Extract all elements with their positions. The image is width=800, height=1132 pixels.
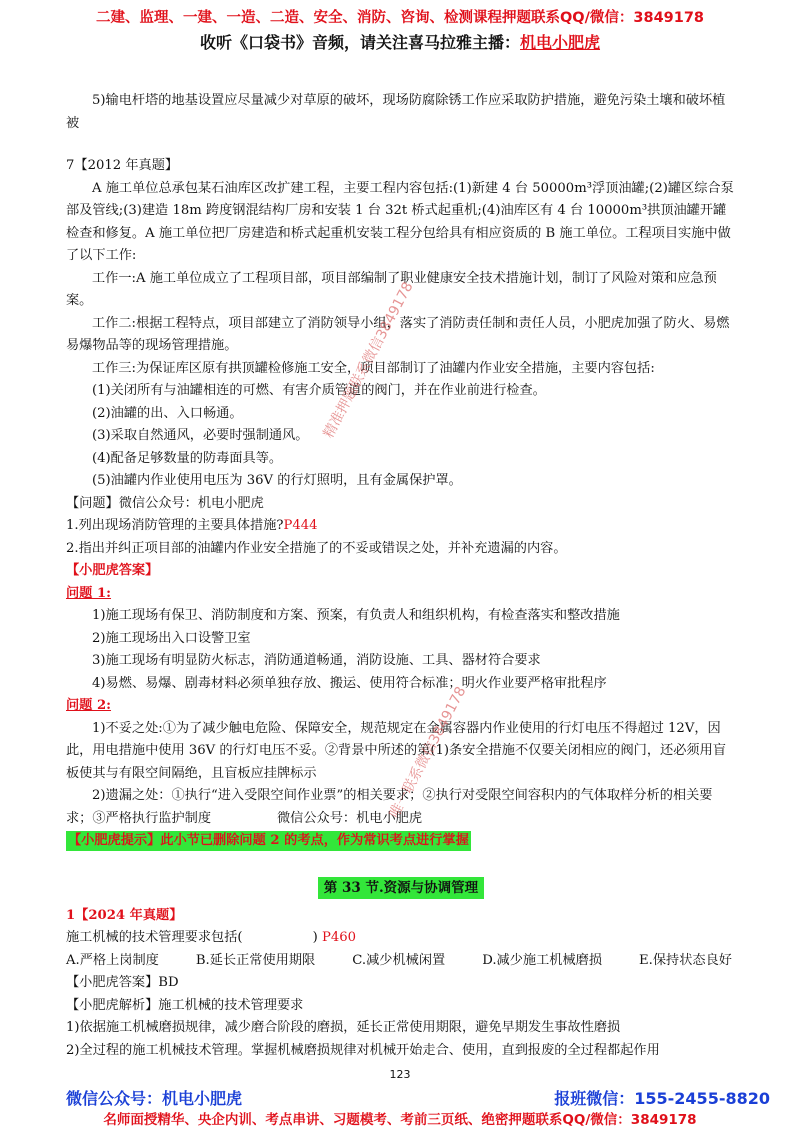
option-a: A.严格上岗制度 bbox=[66, 952, 159, 968]
task-1: 工作一:A 施工单位成立了工程项目部，项目部编制了职业健康安全技术措施计划，制订了风险对策和应急预案。 bbox=[66, 270, 717, 308]
page-number: 123 bbox=[389, 1068, 411, 1081]
option-d: D.减少施工机械磨损 bbox=[482, 952, 603, 968]
answer-2-improper: 1)不妥之处:①为了减少触电危险、保障安全，规范规定在金属容器内作业使用的行灯电压不得超过 12V，因此，用电措施中使用 36V 的行灯电压不妥。②背景中所述的第(1)条安全措施不仅要关闭相应的阀门，还必须用盲板使其与有限空间隔绝，且盲板应挂牌标示 bbox=[66, 720, 726, 781]
watermark-lower: 唯一联系微信3849178 bbox=[386, 684, 470, 821]
question-1-text: 1.列出现场消防管理的主要具体措施? bbox=[66, 518, 284, 533]
answer-options bbox=[66, 950, 732, 973]
measure-item: (2)油罐的出、入口畅通。 bbox=[92, 405, 243, 421]
answer-2-title: 问题 2: bbox=[66, 698, 112, 713]
answer-1-item: 3)施工现场有明显防火标志，消防通道畅通，消防设施、工具、器材符合要求 bbox=[92, 653, 541, 668]
section-title: 第 33 节.资源与协调管理 bbox=[318, 877, 484, 899]
question-header: 【问题】微信公众号：机电小肥虎 bbox=[66, 495, 264, 511]
question-1-2024-stem: 施工机械的技术管理要求包括( ) P460 bbox=[66, 930, 356, 945]
analysis-item: 2)全过程的施工机械技术管理。掌握机械磨损规律对机械开始走合、使用，直到报废的全过程都起作用 bbox=[66, 1042, 660, 1058]
answer-1-title: 问题 1: bbox=[66, 585, 112, 601]
question-7-title: 7【2012 年真题】 bbox=[66, 158, 179, 173]
answer-header: 【小肥虎答案】 bbox=[66, 563, 159, 578]
document-body bbox=[66, 90, 736, 1062]
audio-host-name: 机电小肥虎 bbox=[520, 33, 601, 52]
analysis-item: 1)依据施工机械磨损规律，减少磨合阶段的磨损，延长正常使用期限，避免早期发生事故性磨损 bbox=[66, 1020, 621, 1035]
answer-2-omissions: 2)遗漏之处：①执行“进入受限空间作业票”的相关要求；②执行对受限空间容积内的气体取样分析的相关要求；③严格执行监护制度 微信公众号：机电小肥虎 bbox=[66, 788, 713, 826]
option-c: C.减少机械闲置 bbox=[352, 952, 446, 968]
watermark-upper: 精准押题联系微信3849178 bbox=[320, 279, 417, 441]
question-1-2024-title: 1【2024 年真题】 bbox=[66, 907, 183, 923]
audio-prefix: 收听《口袋书》音频，请关注喜马拉雅主播： bbox=[199, 33, 520, 52]
footer-promo-line: 名师面授精华、央企内训、考点串讲、习题模考、考前三页纸、绝密押题联系QQ/微信：3849178 bbox=[103, 1112, 697, 1128]
task-3: 工作三:为保证库区原有拱顶罐检修施工安全，项目部制订了油罐内作业安全措施，主要内容包括: bbox=[92, 360, 655, 376]
prev-item-5: 5)输电杆塔的地基设置应尽量减少对草原的破坏，现场防腐除锈工作应采取防护措施，避免污染土壤和破坏植被 bbox=[66, 93, 726, 131]
option-e: E.保持状态良好 bbox=[639, 952, 732, 968]
answer-1-item: 4)易燃、易爆、剧毒材料必须单独存放、搬运、使用符合标准；明火作业要严格审批程序 bbox=[92, 675, 607, 691]
question-1 bbox=[66, 515, 736, 538]
option-b: B.延长正常使用期限 bbox=[195, 952, 316, 968]
analysis-title: 【小肥虎解析】施工机械的技术管理要求 bbox=[66, 997, 304, 1013]
footer-enroll-wechat: 报班微信：155-2455-8820 bbox=[554, 1089, 770, 1108]
header-promo-line: 二建、监理、一建、一造、二造、安全、消防、咨询、检测课程押题联系QQ/微信：3849178 bbox=[95, 10, 705, 26]
measure-item: (3)采取自然通风，必要时强制通风。 bbox=[92, 428, 309, 443]
task-2: 工作二:根据工程特点，项目部建立了消防领导小组，落实了消防责任制和责任人员，小肥虎加强了防火、易燃易爆物品等的现场管理措施。 bbox=[66, 315, 730, 353]
header-audio-line bbox=[0, 30, 800, 53]
tip-highlight: 【小肥虎提示】此小节已删除问题 2 的考点，作为常识考点进行掌握 bbox=[66, 831, 471, 851]
measure-item: (1)关闭所有与油罐相连的可燃、有害介质管道的阀门，并在作业前进行检查。 bbox=[92, 383, 546, 398]
measure-item: (4)配备足够数量的防毒面具等。 bbox=[92, 450, 283, 466]
answer-1-item: 1)施工现场有保卫、消防制度和方案、预案，有负责人和组织机构，有检查落实和整改措施 bbox=[92, 608, 620, 623]
answer-1-item: 2)施工现场出入口设警卫室 bbox=[92, 630, 251, 646]
measure-item: (5)油罐内作业使用电压为 36V 的行灯照明，且有金属保护罩。 bbox=[92, 473, 462, 488]
footer-wechat-public: 微信公众号：机电小肥虎 bbox=[66, 1089, 243, 1108]
question-7-background: A 施工单位总承包某石油库区改扩建工程，主要工程内容包括:(1)新建 4 台 50000m³浮顶油罐;(2)罐区综合泵部及管线;(3)建造 18m 跨度钢混结构厂房和安装 1 台 32t 桥式起重机;(4)油库区有 4 台 10000m³拱顶油罐开罐检查和修复。A 施工单位把厂房建造和桥式起重机安装工程分包给具有相应资质的 B 施工单位。工程项目实施中做了以下工作: bbox=[66, 180, 734, 263]
question-1-2024-page-ref: P460 bbox=[321, 930, 356, 945]
question-1-page-ref: P444 bbox=[283, 518, 318, 533]
question-1-2024-answer: 【小肥虎答案】BD bbox=[66, 975, 179, 990]
question-2: 2.指出并纠正项目部的油罐内作业安全措施了的不妥或错误之处，并补充遗漏的内容。 bbox=[66, 540, 567, 556]
